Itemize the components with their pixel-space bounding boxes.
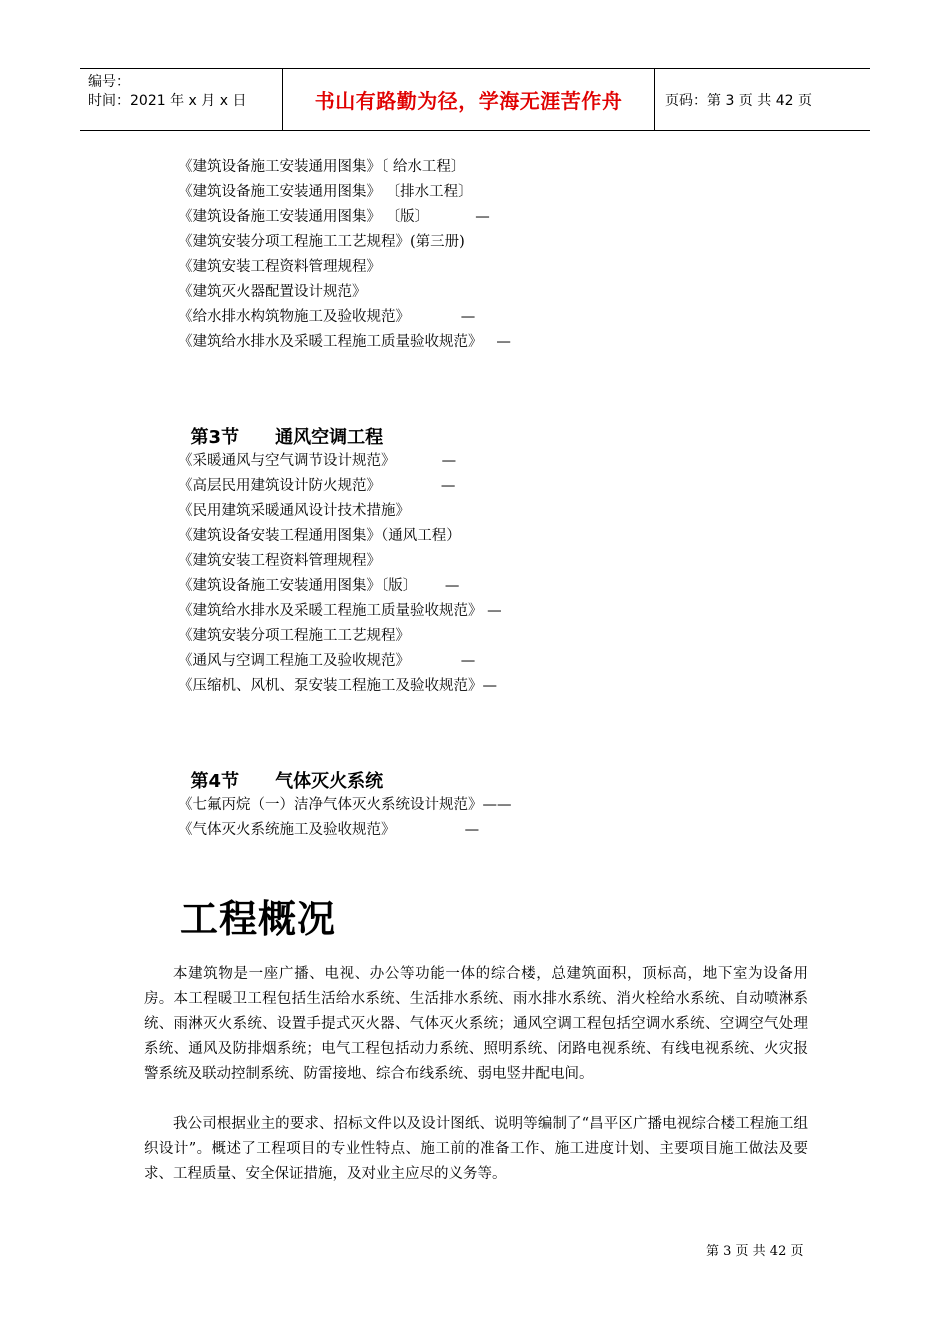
reference-item: 《气体灭火系统施工及验收规范》 —: [178, 822, 480, 838]
reference-item: 《建筑安装工程资料管理规程》: [178, 553, 381, 569]
page-footer: 第 3 页 共 42 页: [706, 1244, 804, 1259]
document-number-label: 编号：: [88, 74, 130, 90]
header-motto: 书山有路勤为径，学海无涯苦作舟: [282, 69, 655, 130]
overview-paragraph-1: 本建筑物是一座广播、电视、办公等功能一体的综合楼，总建筑面积，顶标高，地下室为设备用房。本工程暖卫工程包括生活给水系统、生活排水系统、雨水排水系统、消火栓给水系统、自动喷淋系统、雨淋灭火系统、设置手提式灭火器、气体灭火系统；通风空调工程包括空调水系统、空调空气处理系统、通风及防排烟系统；电气工程包括动力系统、照明系统、闭路电视系统、有线电视系统、火灾报警系统及联动控制系统、防雷接地、综合布线系统、弱电竖井配电间。: [144, 966, 808, 1082]
reference-item: 《建筑安装分项工程施工工艺规程》: [178, 628, 410, 644]
header-meta: [80, 69, 282, 130]
reference-item: 《压缩机、风机、泵安装工程施工及验收规范》—: [178, 678, 497, 694]
reference-item: 《建筑给水排水及采暖工程施工质量验收规范》 —: [178, 603, 502, 619]
reference-item: 《民用建筑采暖通风设计技术措施》: [178, 503, 410, 519]
reference-item: 《建筑给水排水及采暖工程施工质量验收规范》 —: [178, 334, 511, 350]
reference-item: 《建筑安装工程资料管理规程》: [178, 259, 381, 275]
reference-item: 《高层民用建筑设计防火规范》 —: [178, 478, 456, 494]
reference-item: 《建筑设备施工安装通用图集》 〔版〕 —: [178, 209, 490, 225]
reference-item: 《采暖通风与空气调节设计规范》 —: [178, 453, 457, 469]
page-header: [80, 68, 870, 131]
reference-item: 《建筑设备施工安装通用图集》〔 给水工程〕: [178, 159, 466, 175]
reference-item: 《通风与空调工程施工及验收规范》 —: [178, 653, 476, 669]
header-page-info: 页码：第 3 页 共 42 页: [665, 92, 812, 109]
section-number: 第4节: [190, 771, 240, 792]
section-heading-3: [178, 402, 383, 449]
section-number: 第3节: [190, 427, 240, 448]
reference-item: 《建筑安装分项工程施工工艺规程》(第三册): [178, 234, 465, 250]
reference-item: 《七氟丙烷（一）洁净气体灭火系统设计规范》——: [178, 797, 512, 813]
section-title: 通风空调工程: [275, 427, 384, 448]
reference-item: 《给水排水构筑物施工及验收规范》 —: [178, 309, 476, 325]
section-title: 气体灭火系统: [275, 771, 384, 792]
reference-item: 《建筑设备施工安装通用图集》 〔排水工程〕: [178, 184, 473, 200]
reference-item: 《建筑设备施工安装通用图集》〔版〕 —: [178, 578, 460, 594]
overview-title: 工程概况: [180, 897, 337, 941]
overview-paragraph-2: 我公司根据业主的要求、招标文件以及设计图纸、说明等编制了“昌平区广播电视综合楼工程施工组织设计”。概述了工程项目的专业性特点、施工前的准备工作、施工进度计划、主要项目施工做法及要求、工程质量、安全保证措施，及对业主应尽的义务等。: [144, 1116, 808, 1182]
reference-item: 《建筑灭火器配置设计规范》: [178, 284, 367, 300]
reference-item: 《建筑设备安装工程通用图集》（通风工程）: [178, 528, 461, 544]
document-time-label: 时间：2021 年 x 月 x 日: [88, 93, 247, 109]
section-heading-4: [178, 746, 383, 793]
